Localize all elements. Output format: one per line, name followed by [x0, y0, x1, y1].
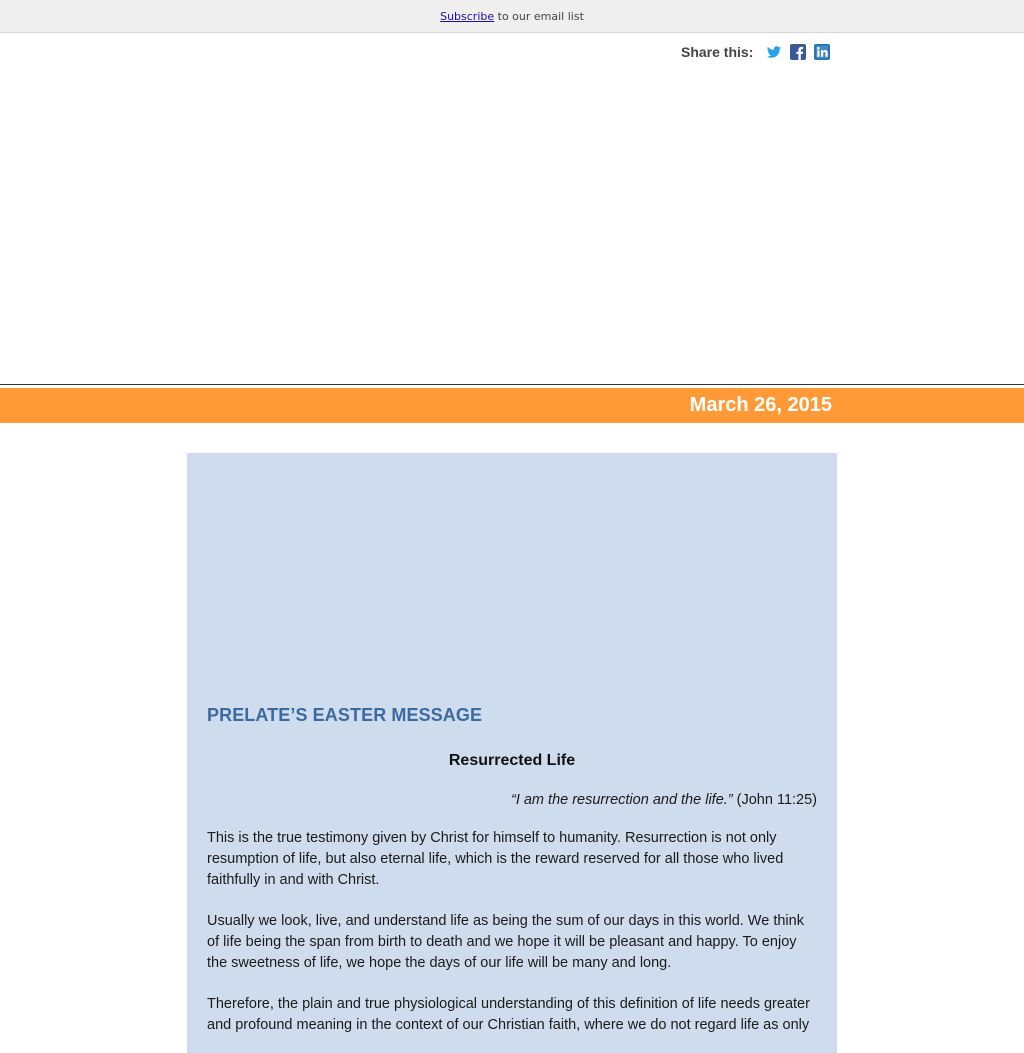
- subscribe-text: [0, 10, 1024, 23]
- facebook-icon[interactable]: [790, 44, 806, 60]
- quote-text: “I am the resurrection and the life.”: [510, 792, 733, 808]
- article-card: [187, 453, 837, 1053]
- quote-citation: (John 11:25): [732, 792, 817, 808]
- article-paragraph: Therefore, the plain and true physiological understanding of this definition of life needs greater and profound meaning in the context of our Christian faith, where we do not regard life as only: [207, 996, 810, 1033]
- scripture-quote: [207, 792, 817, 808]
- subscribe-link[interactable]: Subscribe: [440, 10, 495, 23]
- subscribe-rest-text: to our email list: [494, 10, 584, 23]
- header-divider: [0, 384, 1024, 385]
- linkedin-icon[interactable]: [814, 44, 830, 60]
- issue-date: March 26, 2015: [689, 394, 832, 416]
- share-row: [681, 44, 838, 60]
- twitter-icon[interactable]: [766, 44, 782, 60]
- subscribe-bar: [0, 0, 1024, 33]
- article-paragraph: Usually we look, live, and understand life as being the sum of our days in this world. We think of life being the span from birth to death and we hope it will be pleasant and happy. To enjoy the sweetness of life, we hope the days of our life will be many and long.: [207, 913, 804, 971]
- article-paragraph: This is the true testimony given by Christ for himself to humanity. Resurrection is not only resumption of life, but also eternal life, which is the reward reserved for all those who lived faithfully in and with Christ.: [207, 830, 784, 888]
- share-label: Share this:: [681, 44, 754, 60]
- section-title: PRELATE’S EASTER MESSAGE: [207, 705, 483, 725]
- article-body: [207, 705, 817, 1036]
- article-title: Resurrected Life: [448, 752, 576, 769]
- date-band: [0, 388, 1024, 423]
